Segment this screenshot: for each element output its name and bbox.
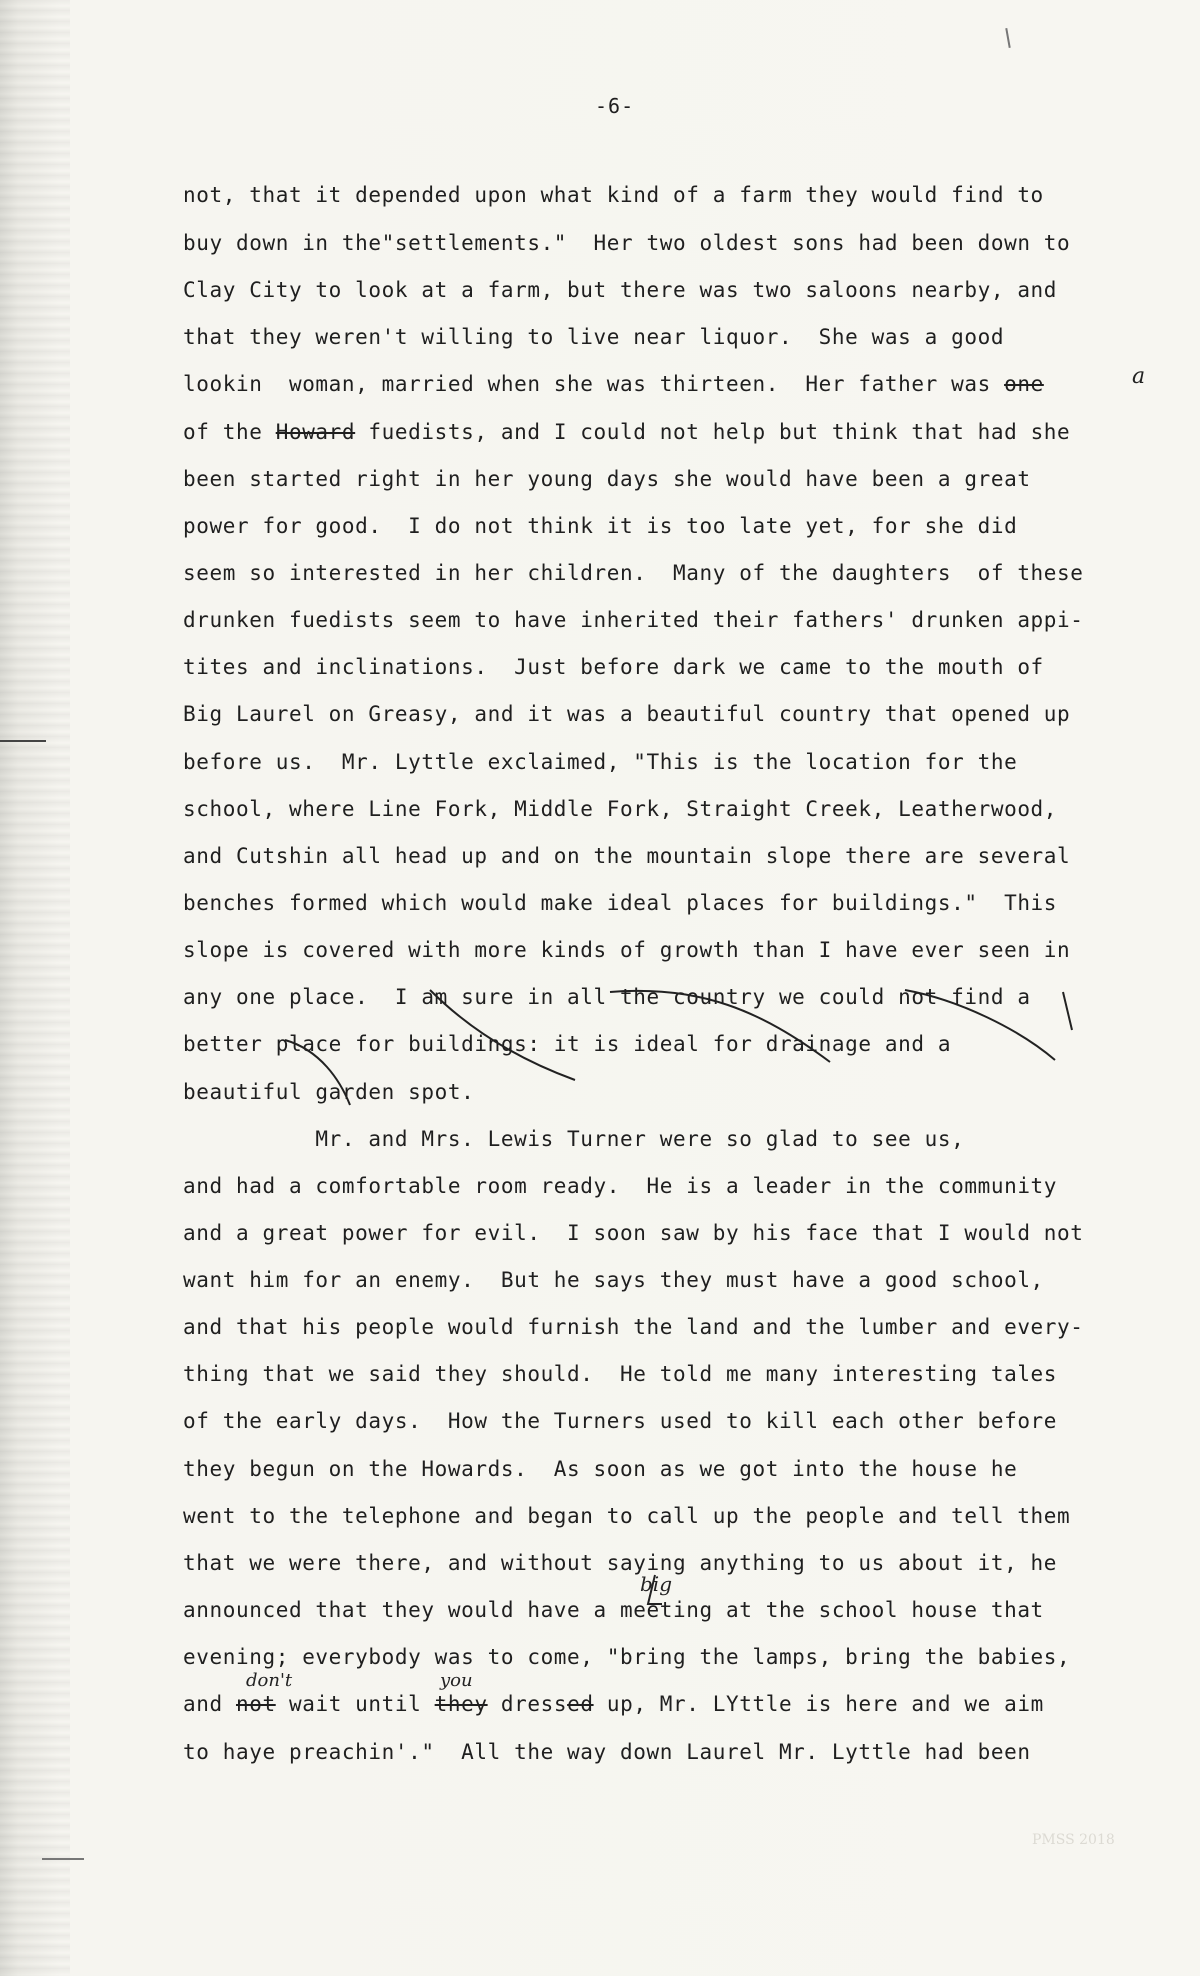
text-line-29: went to the telephone and began to call up the people and tell them [183,1504,1071,1528]
scan-edge-shadow [0,0,70,1976]
struck-suffix-ed: ed [567,1692,594,1716]
text-line-21: Mr. and Mrs. Lewis Turner were so glad to see us, [183,1127,965,1151]
page-number: -6- [595,94,635,118]
text-line-25: and that his people would furnish the land and the lumber and every- [183,1315,1084,1339]
scan-mark-bottom [42,1858,84,1860]
text-line-19: better place for buildings: it is ideal for drainage and a [183,1032,952,1056]
text-line-10: drunken fuedists seem to have inherited their fathers' drunken appi- [183,608,1084,632]
text-line-5-main: lookin woman, married when she was thirteen. Her father was [183,372,1005,396]
text-line-22: and had a comfortable room ready. He is a leader in the community [183,1174,1058,1198]
text-line-33-start: and [183,1692,236,1716]
text-line-13: before us. Mr. Lyttle exclaimed, "This is the location for the [183,750,1018,774]
struck-word-not: not [235,1692,276,1716]
text-line-30: that we were there, and without saying anything to us about it, he [183,1551,1058,1575]
text-line-5 [183,372,1044,396]
text-line-33-mid2: dress [487,1692,568,1716]
text-line-33-mid: wait until [275,1692,435,1716]
text-line-16: benches formed which would make ideal places for buildings." This [183,891,1058,915]
handwritten-insert-big: big [640,1572,673,1596]
text-line-20: beautiful garden spot. [183,1080,475,1104]
struck-word-they: they [434,1692,488,1716]
text-line-33 [183,1692,1044,1716]
text-line-3: Clay City to look at a farm, but there was two saloons nearby, and [183,278,1058,302]
text-line-18: any one place. I am sure in all the country we could not find a [183,985,1031,1009]
text-line-28: they begun on the Howards. As soon as we got into the house he [183,1457,1018,1481]
text-line-32: evening; everybody was to come, "bring the lamps, bring the babies, [183,1645,1071,1669]
text-line-6-start: of the [183,420,276,444]
text-line-15: and Cutshin all head up and on the mountain slope there are several [183,844,1071,868]
text-line-33-rest: up, Mr. LYttle is here and we aim [593,1692,1044,1716]
text-line-14: school, where Line Fork, Middle Fork, Straight Creek, Leatherwood, [183,797,1058,821]
scan-mark-top [1005,28,1010,48]
text-line-12: Big Laurel on Greasy, and it was a beautiful country that opened up [183,702,1071,726]
struck-word-one: one [1004,372,1044,396]
text-line-2: buy down in the"settlements." Her two oldest sons had been down to [183,231,1071,255]
text-line-1: not, that it depended upon what kind of a farm they would find to [183,183,1044,207]
text-line-34: to haye preachin'." All the way down Laurel Mr. Lyttle had been [183,1740,1031,1764]
text-line-6-rest: fuedists, and I could not help but think that had she [355,420,1071,444]
handwritten-insert-you: you [440,1670,473,1691]
text-line-8: power for good. I do not think it is too late yet, for she did [183,514,1018,538]
text-line-11: tites and inclinations. Just before dark we came to the mouth of [183,655,1044,679]
text-line-26: thing that we said they should. He told me many interesting tales [183,1362,1058,1386]
text-line-27: of the early days. How the Turners used to kill each other before [183,1409,1058,1433]
text-line-4: that they weren't willing to live near liquor. She was a good [183,325,1005,349]
text-line-9: seem so interested in her children. Many of the daughters of these [183,561,1084,585]
handwritten-insert-dont: don't [246,1670,293,1691]
text-line-6 [183,420,1070,444]
text-line-24: want him for an enemy. But he says they must have a good school, [183,1268,1044,1292]
pencil-stroke-4 [1063,992,1072,1030]
text-line-17: slope is covered with more kinds of growth than I have ever seen in [183,938,1071,962]
text-line-31: announced that they would have a meeting at the school house that [183,1598,1044,1622]
archive-watermark: PMSS 2018 [1032,1832,1115,1848]
text-line-23: and a great power for evil. I soon saw by his face that I would not [183,1221,1084,1245]
text-line-7: been started right in her young days she would have been a great [183,467,1031,491]
scan-mark-left [0,740,46,742]
struck-word-howard: Howard [275,420,356,444]
handwritten-insert-a: a [1132,364,1146,389]
